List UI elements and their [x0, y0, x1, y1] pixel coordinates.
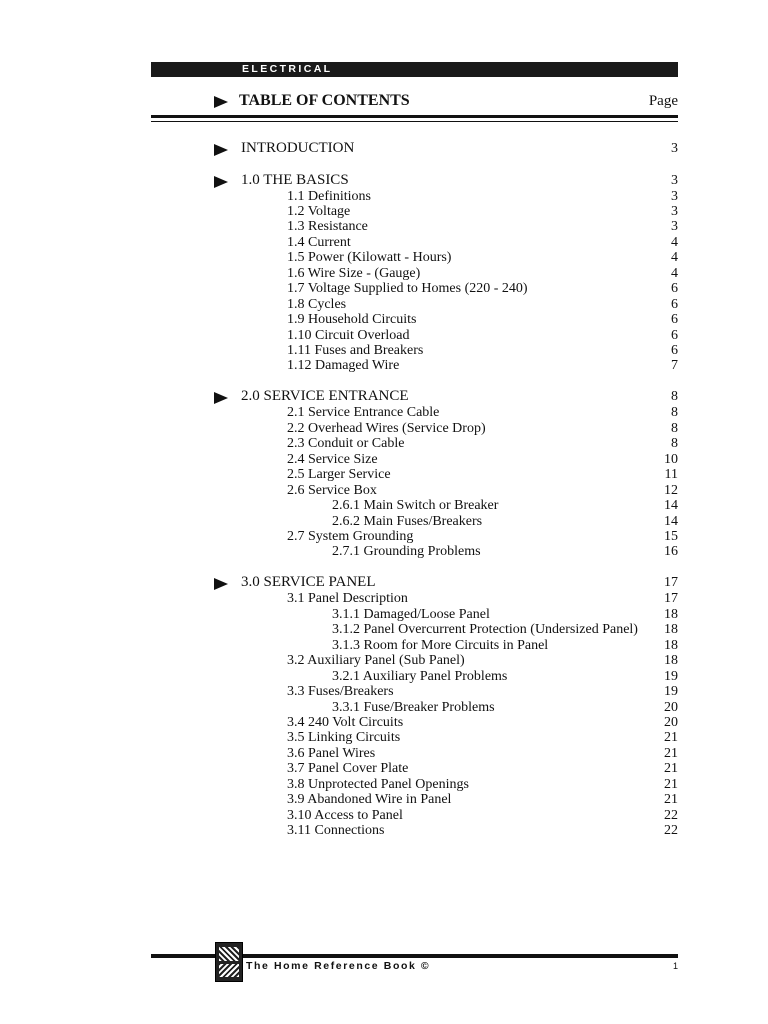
- toc-entry-label: 1.12 Damaged Wire: [287, 358, 400, 374]
- toc-subsection-entry[interactable]: [0, 700, 768, 716]
- toc-subsection-entry[interactable]: [0, 544, 768, 560]
- toc-entry-page: 6: [671, 281, 678, 297]
- toc-subsection-entry[interactable]: [0, 730, 768, 746]
- toc-entry-page: 10: [664, 451, 678, 467]
- toc-subsection-entry[interactable]: [0, 777, 768, 793]
- toc-entry-page: 8: [671, 405, 678, 421]
- toc-entry-page: 8: [671, 420, 678, 436]
- toc-subsection-entry[interactable]: [0, 219, 768, 235]
- arrow-right-icon: [214, 578, 228, 590]
- toc-subsection-entry[interactable]: [0, 746, 768, 762]
- toc-title: TABLE OF CONTENTS: [239, 92, 410, 109]
- toc-entry-label: 1.5 Power (Kilowatt - Hours): [287, 250, 452, 266]
- toc-entry-page: 4: [671, 250, 678, 266]
- toc-entry-label: 1.3 Resistance: [287, 219, 368, 235]
- toc-entry-page: 11: [664, 467, 678, 483]
- toc-entry-label: 3.8 Unprotected Panel Openings: [287, 776, 469, 792]
- toc-subsection-entry[interactable]: [0, 684, 768, 700]
- toc-entry-page: 6: [671, 343, 678, 358]
- toc-entry-page: 8: [671, 389, 678, 405]
- toc-entry-label: 3.0 SERVICE PANEL: [241, 574, 376, 591]
- toc-entry-page: 21: [664, 792, 678, 808]
- toc-entry-page: 18: [664, 637, 678, 653]
- toc-entry-page: 18: [664, 622, 678, 638]
- toc-subsection-entry[interactable]: [0, 421, 768, 437]
- toc-entry-label: 3.7 Panel Cover Plate: [287, 761, 409, 777]
- toc-entry-label: 2.3 Conduit or Cable: [287, 436, 405, 452]
- toc-entry-label: 3.3 Fuses/Breakers: [287, 684, 394, 700]
- toc-entry-label: 1.9 Household Circuits: [287, 312, 417, 328]
- toc-subsection-entry[interactable]: [0, 281, 768, 297]
- toc-entry-label: 1.0 THE BASICS: [241, 171, 349, 188]
- toc-subsection-entry[interactable]: [0, 204, 768, 220]
- toc-entry-page: 18: [664, 653, 678, 669]
- toc-entry-label: 2.7 System Grounding: [287, 529, 414, 544]
- toc-entry-label: 1.4 Current: [287, 234, 351, 250]
- toc-subsection-entry[interactable]: [0, 189, 768, 205]
- toc-entry-page: 16: [664, 544, 678, 560]
- toc-subsection-entry[interactable]: [0, 761, 768, 777]
- toc-entry-page: 14: [664, 498, 678, 514]
- toc-entry-label: 2.4 Service Size: [287, 451, 378, 467]
- arrow-right-icon: [214, 392, 228, 404]
- arrow-right-icon: [214, 176, 228, 188]
- toc-section-entry[interactable]: [0, 141, 768, 157]
- arrow-right-icon: [214, 144, 228, 156]
- toc-subsection-entry[interactable]: [0, 343, 768, 359]
- toc-entry-label: 2.1 Service Entrance Cable: [287, 405, 440, 421]
- toc-entry-page: 20: [664, 699, 678, 715]
- toc-subsection-entry[interactable]: [0, 622, 768, 638]
- toc-subsection-entry[interactable]: [0, 436, 768, 452]
- toc-entry-page: 8: [671, 436, 678, 452]
- toc-entry-label: 1.1 Definitions: [287, 188, 371, 204]
- toc-subsection-entry[interactable]: [0, 312, 768, 328]
- toc-subsection-entry[interactable]: [0, 483, 768, 499]
- toc-entry-page: 21: [664, 776, 678, 792]
- toc-entry-label: 3.10 Access to Panel: [287, 807, 403, 823]
- toc-entry-page: 3: [671, 203, 678, 219]
- toc-entry-label: 1.10 Circuit Overload: [287, 327, 410, 343]
- toc-subsection-entry[interactable]: [0, 715, 768, 731]
- toc-entry-label: 3.1.3 Room for More Circuits in Panel: [332, 637, 549, 653]
- toc-section-entry[interactable]: [0, 575, 768, 591]
- toc-subsection-entry[interactable]: [0, 591, 768, 607]
- toc-entry-label: 3.1.2 Panel Overcurrent Protection (Undersized Panel): [332, 622, 638, 638]
- toc-entry-label: 1.6 Wire Size - (Gauge): [287, 265, 421, 281]
- toc-section-entry[interactable]: [0, 389, 768, 405]
- toc-entry-label: INTRODUCTION: [241, 140, 355, 156]
- toc-entry-label: 3.2 Auxiliary Panel (Sub Panel): [287, 653, 465, 669]
- toc-entry-label: 1.2 Voltage: [287, 203, 351, 219]
- page-column-label: Page: [648, 93, 678, 109]
- toc-entry-page: 21: [664, 730, 678, 746]
- toc-subsection-entry[interactable]: [0, 808, 768, 824]
- toc-entry-page: 4: [671, 234, 678, 250]
- toc-entry-page: 22: [664, 807, 678, 823]
- toc-entry-page: 6: [671, 312, 678, 328]
- toc-entry-label: 3.3.1 Fuse/Breaker Problems: [332, 699, 495, 715]
- toc-entry-page: 14: [664, 513, 678, 529]
- section-label: ELECTRICAL: [242, 63, 333, 75]
- book-logo-icon: [215, 942, 243, 982]
- toc-section-entry[interactable]: [0, 173, 768, 189]
- toc-entry-page: 6: [671, 296, 678, 312]
- footer-page-number: 1: [672, 961, 678, 971]
- toc-subsection-entry[interactable]: [0, 669, 768, 685]
- toc-entry-page: 3: [671, 141, 678, 156]
- toc-entry-label: 3.4 240 Volt Circuits: [287, 715, 404, 730]
- toc-entry-label: 2.5 Larger Service: [287, 467, 391, 483]
- toc-entry-label: 1.11 Fuses and Breakers: [287, 343, 424, 358]
- toc-entry-label: 2.6 Service Box: [287, 482, 377, 498]
- toc-entry-page: 12: [664, 482, 678, 498]
- toc-entry-label: 3.5 Linking Circuits: [287, 730, 401, 746]
- toc-entry-page: 21: [664, 761, 678, 777]
- toc-entry-label: 1.7 Voltage Supplied to Homes (220 - 240): [287, 281, 528, 297]
- toc-entry-label: 3.1.1 Damaged/Loose Panel: [332, 606, 490, 622]
- toc-subsection-entry[interactable]: [0, 328, 768, 344]
- toc-entry-page: 3: [671, 219, 678, 235]
- toc-entry-label: 3.1 Panel Description: [287, 591, 408, 607]
- toc-entry-label: 2.0 SERVICE ENTRANCE: [241, 388, 409, 405]
- toc-entry-page: 17: [664, 575, 678, 591]
- toc-entry-label: 3.9 Abandoned Wire in Panel: [287, 792, 452, 808]
- toc-entry-page: 19: [664, 684, 678, 700]
- toc-subsection-entry[interactable]: [0, 358, 768, 374]
- toc-entry-page: 21: [664, 745, 678, 761]
- toc-entry-page: 7: [671, 358, 678, 374]
- toc-subsection-entry[interactable]: [0, 529, 768, 545]
- toc-entry-page: 15: [664, 529, 678, 544]
- toc-entry-label: 3.6 Panel Wires: [287, 745, 376, 761]
- toc-subsection-entry[interactable]: [0, 638, 768, 654]
- toc-entry-page: 22: [664, 823, 678, 839]
- toc-subsection-entry[interactable]: [0, 467, 768, 483]
- toc-subsection-entry[interactable]: [0, 653, 768, 669]
- toc-entry-label: 2.2 Overhead Wires (Service Drop): [287, 420, 486, 436]
- toc-entry-page: 4: [671, 265, 678, 281]
- toc-subsection-entry[interactable]: [0, 266, 768, 282]
- toc-subsection-entry[interactable]: [0, 297, 768, 313]
- toc-entry-page: 17: [664, 591, 678, 607]
- footer-book-title: The Home Reference Book ©: [246, 960, 431, 972]
- toc-subsection-entry[interactable]: [0, 452, 768, 468]
- toc-entry-page: 20: [664, 715, 678, 730]
- toc-entry-label: 2.7.1 Grounding Problems: [332, 544, 481, 560]
- toc-entry-page: 19: [664, 668, 678, 684]
- toc-subsection-entry[interactable]: [0, 514, 768, 530]
- toc-entry-label: 3.2.1 Auxiliary Panel Problems: [332, 668, 508, 684]
- toc-subsection-entry[interactable]: [0, 498, 768, 514]
- toc-entry-label: 3.11 Connections: [287, 823, 385, 839]
- toc-subsection-entry[interactable]: [0, 235, 768, 251]
- toc-subsection-entry[interactable]: [0, 823, 768, 839]
- toc-subsection-entry[interactable]: [0, 792, 768, 808]
- toc-entry-label: 2.6.1 Main Switch or Breaker: [332, 498, 499, 514]
- toc-entry-label: 1.8 Cycles: [287, 296, 347, 312]
- toc-entry-page: 3: [671, 172, 678, 188]
- toc-subsection-entry[interactable]: [0, 250, 768, 266]
- toc-entry-label: 2.6.2 Main Fuses/Breakers: [332, 513, 483, 529]
- toc-entry-page: 6: [671, 327, 678, 343]
- toc-entry-page: 18: [664, 606, 678, 622]
- toc-subsection-entry[interactable]: [0, 405, 768, 421]
- toc-entry-page: 3: [671, 188, 678, 204]
- toc-subsection-entry[interactable]: [0, 607, 768, 623]
